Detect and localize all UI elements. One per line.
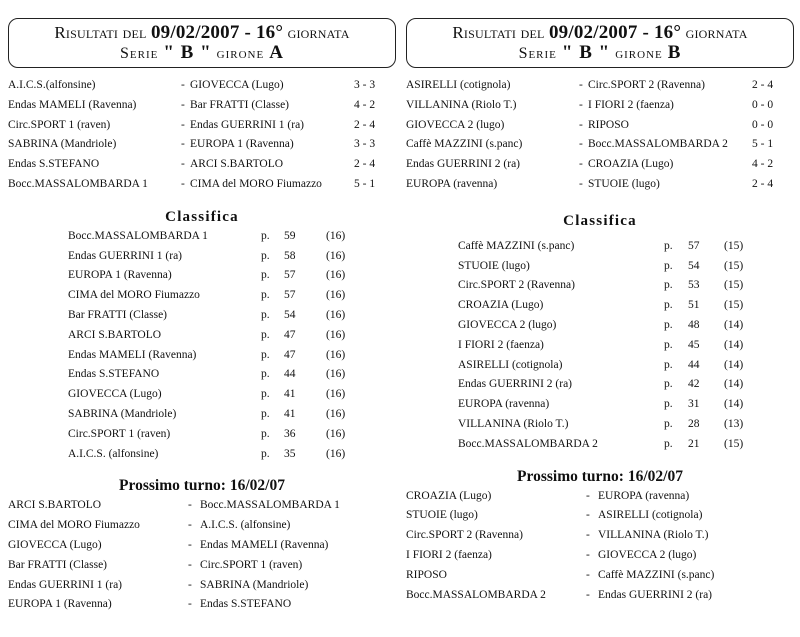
standing-row <box>8 248 396 268</box>
standing-row <box>406 317 794 337</box>
away-team: ARCI S.BARTOLO <box>190 158 284 171</box>
header-girone-label: girone <box>615 44 663 62</box>
standing-row <box>8 446 396 466</box>
fixture-row <box>406 527 794 547</box>
separator: - <box>181 79 185 91</box>
points-value: 28 <box>688 417 700 430</box>
games-played: (16) <box>326 388 346 401</box>
points-value: 48 <box>688 318 700 331</box>
team-name: Bocc.MASSALOMBARDA 1 <box>68 229 208 242</box>
games-played: (15) <box>724 299 744 312</box>
separator: - <box>586 489 590 502</box>
home-team: EUROPA (ravenna) <box>406 177 498 190</box>
team-name: Bocc.MASSALOMBARDA 2 <box>458 437 598 450</box>
team-name: GIOVECCA (Lugo) <box>68 388 162 401</box>
points-label: p. <box>664 437 673 450</box>
separator: - <box>181 158 185 171</box>
team-name: A.I.C.S. (alfonsine) <box>68 447 159 460</box>
standing-row <box>406 337 794 357</box>
points-value: 51 <box>688 299 700 312</box>
games-played: (15) <box>724 279 744 292</box>
separator: - <box>188 598 192 611</box>
points-label: p. <box>664 318 673 331</box>
separator: - <box>181 98 185 111</box>
home-team: SABRINA (Mandriole) <box>8 138 117 151</box>
away-team: Endas GUERRINI 1 (ra) <box>190 118 305 131</box>
games-played: (16) <box>326 249 346 262</box>
games-played: (16) <box>326 348 346 361</box>
points-label: p. <box>261 368 270 381</box>
points-value: 21 <box>688 437 700 450</box>
standing-row <box>406 258 794 278</box>
home-team: VILLANINA (Riolo T.) <box>406 98 517 111</box>
fixture-row <box>8 557 396 577</box>
team-name: Endas GUERRINI 2 (ra) <box>458 378 573 391</box>
standing-row <box>406 238 794 258</box>
standing-row <box>8 426 396 446</box>
score: 2 - 4 <box>354 158 376 171</box>
fixture-row <box>406 547 794 567</box>
home-team: CIMA del MORO Fiumazzo <box>8 519 140 532</box>
team-name: Circ.SPORT 1 (raven) <box>68 427 171 440</box>
away-team: ASIRELLI (cotignola) <box>598 509 703 522</box>
separator: - <box>181 118 185 131</box>
header-serie-letter: " B " <box>163 41 212 63</box>
points-label: p. <box>664 259 673 272</box>
separator: - <box>188 578 192 591</box>
away-team: STUOIE (lugo) <box>588 177 660 190</box>
fixture-row <box>8 577 396 597</box>
separator: - <box>181 138 185 151</box>
fixture-row <box>8 596 396 616</box>
team-name: Endas S.STEFANO <box>68 368 160 381</box>
away-team: Caffè MAZZINI (s.panc) <box>598 568 715 581</box>
points-value: 44 <box>688 358 700 371</box>
home-team: Bar FRATTI (Classe) <box>8 558 108 571</box>
standing-row <box>406 436 794 456</box>
fixture-row <box>8 537 396 557</box>
points-label: p. <box>664 358 673 371</box>
fixture-row <box>406 507 794 527</box>
games-played: (14) <box>724 338 744 351</box>
standing-row <box>8 228 396 248</box>
points-value: 59 <box>284 229 296 242</box>
separator: - <box>586 509 590 522</box>
games-played: (16) <box>326 328 346 341</box>
girone-a-column <box>8 0 396 616</box>
away-team: Bocc.MASSALOMBARDA 1 <box>200 499 340 512</box>
separator: - <box>586 548 590 561</box>
score: 4 - 2 <box>354 98 376 111</box>
games-played: (16) <box>326 447 346 460</box>
classifica-title: Classifica <box>563 212 637 229</box>
standings-table <box>406 238 794 456</box>
result-row <box>406 156 794 176</box>
team-name: STUOIE (lugo) <box>458 259 530 272</box>
points-label: p. <box>261 289 270 302</box>
home-team: GIOVECCA (Lugo) <box>8 538 102 551</box>
separator: - <box>188 499 192 512</box>
team-name: Circ.SPORT 2 (Ravenna) <box>458 279 575 292</box>
games-played: (16) <box>326 368 346 381</box>
standing-row <box>406 396 794 416</box>
result-row <box>406 136 794 156</box>
header-title <box>407 19 793 43</box>
games-played: (16) <box>326 407 346 420</box>
separator: - <box>579 118 583 131</box>
score: 4 - 2 <box>752 158 774 171</box>
games-played: (14) <box>724 378 744 391</box>
results-list <box>8 77 396 196</box>
games-played: (15) <box>724 259 744 272</box>
team-name: CIMA del MORO Fiumazzo <box>68 289 200 302</box>
points-label: p. <box>261 308 270 321</box>
team-name: Caffè MAZZINI (s.panc) <box>458 239 575 252</box>
games-played: (16) <box>326 427 346 440</box>
points-value: 58 <box>284 249 296 262</box>
separator: - <box>579 138 583 151</box>
away-team: A.I.C.S. (alfonsine) <box>200 519 291 532</box>
team-name: Endas GUERRINI 1 (ra) <box>68 249 183 262</box>
result-row <box>8 176 396 196</box>
standing-row <box>8 267 396 287</box>
home-team: Endas S.STEFANO <box>8 158 100 171</box>
away-team: Endas S.STEFANO <box>200 598 292 611</box>
points-label: p. <box>261 229 270 242</box>
away-team: RIPOSO <box>588 118 629 131</box>
standing-row <box>8 386 396 406</box>
away-team: I FIORI 2 (faenza) <box>588 98 674 111</box>
points-label: p. <box>261 447 270 460</box>
score: 3 - 3 <box>354 79 376 91</box>
separator: - <box>579 177 583 190</box>
team-name: ARCI S.BARTOLO <box>68 328 162 341</box>
fixture-row <box>406 488 794 508</box>
points-value: 47 <box>284 328 296 341</box>
result-row <box>406 176 794 196</box>
header-date: 09/02/2007 - 16° <box>548 22 682 43</box>
home-team: A.I.C.S.(alfonsine) <box>8 79 96 91</box>
points-value: 47 <box>284 348 296 361</box>
away-team: EUROPA 1 (Ravenna) <box>190 138 294 151</box>
games-played: (16) <box>326 269 346 282</box>
points-value: 42 <box>688 378 700 391</box>
header-serie-letter: " B " <box>561 41 611 63</box>
home-team: ARCI S.BARTOLO <box>8 499 102 512</box>
away-team: SABRINA (Mandriole) <box>200 578 309 591</box>
points-label: p. <box>664 417 673 430</box>
points-label: p. <box>664 398 673 411</box>
home-team: GIOVECCA 2 (lugo) <box>406 118 505 131</box>
header-title <box>9 19 395 43</box>
home-team: Circ.SPORT 1 (raven) <box>8 118 111 131</box>
separator: - <box>188 538 192 551</box>
away-team: Endas MAMELI (Ravenna) <box>200 538 329 551</box>
header-box-girone-a <box>8 18 396 68</box>
standing-row <box>8 287 396 307</box>
team-name: EUROPA 1 (Ravenna) <box>68 269 172 282</box>
points-label: p. <box>261 427 270 440</box>
standing-row <box>406 376 794 396</box>
result-row <box>8 77 396 97</box>
home-team: I FIORI 2 (faenza) <box>406 548 492 561</box>
header-subtitle <box>9 43 395 63</box>
points-label: p. <box>664 338 673 351</box>
header-date: 09/02/2007 - 16° <box>150 22 284 43</box>
points-value: 44 <box>284 368 296 381</box>
prossimo-turno-title: Prossimo turno: 16/02/07 <box>119 477 285 495</box>
away-team: Circ.SPORT 1 (raven) <box>200 558 303 571</box>
standings-table <box>8 228 396 466</box>
points-label: p. <box>261 348 270 361</box>
header-serie: Serie <box>120 44 159 62</box>
separator: - <box>586 568 590 581</box>
result-row <box>406 117 794 137</box>
standing-row <box>8 307 396 327</box>
header-giornata: giornata <box>287 23 350 42</box>
score: 5 - 1 <box>752 138 774 151</box>
standing-row <box>8 406 396 426</box>
header-title-prefix: Risultati del <box>452 23 545 42</box>
result-row <box>8 156 396 176</box>
standing-row <box>406 277 794 297</box>
games-played: (13) <box>724 417 744 430</box>
classifica-title: Classifica <box>165 208 239 225</box>
fixture-row <box>406 567 794 587</box>
result-row <box>8 117 396 137</box>
separator: - <box>579 79 583 91</box>
points-value: 36 <box>284 427 296 440</box>
header-subtitle <box>407 43 793 63</box>
points-label: p. <box>664 299 673 312</box>
standing-row <box>406 416 794 436</box>
points-value: 41 <box>284 388 296 401</box>
header-title-prefix: Risultati del <box>54 23 147 42</box>
games-played: (15) <box>724 239 744 252</box>
separator: - <box>579 158 583 171</box>
results-list <box>406 77 794 196</box>
fixture-row <box>406 587 794 607</box>
home-team: Circ.SPORT 2 (Ravenna) <box>406 529 523 542</box>
header-serie: Serie <box>518 44 557 62</box>
separator: - <box>181 177 185 190</box>
separator: - <box>188 519 192 532</box>
result-row <box>8 136 396 156</box>
points-value: 54 <box>688 259 700 272</box>
away-team: Endas GUERRINI 2 (ra) <box>598 588 713 601</box>
next-fixtures-list <box>8 497 396 616</box>
points-value: 31 <box>688 398 700 411</box>
separator: - <box>188 558 192 571</box>
header-giornata: giornata <box>685 23 748 42</box>
home-team: Bocc.MASSALOMBARDA 2 <box>406 588 546 601</box>
score: 0 - 0 <box>752 98 774 111</box>
points-value: 41 <box>284 407 296 420</box>
score: 3 - 3 <box>354 138 376 151</box>
team-name: SABRINA (Mandriole) <box>68 407 177 420</box>
separator: - <box>579 98 583 111</box>
away-team: Circ.SPORT 2 (Ravenna) <box>588 79 705 91</box>
header-girone-letter: B <box>667 41 682 63</box>
points-label: p. <box>261 407 270 420</box>
prossimo-turno-title: Prossimo turno: 16/02/07 <box>517 467 683 485</box>
games-played: (15) <box>724 437 744 450</box>
games-played: (16) <box>326 289 346 302</box>
away-team: GIOVECCA (Lugo) <box>190 79 284 91</box>
team-name: GIOVECCA 2 (lugo) <box>458 318 557 331</box>
team-name: ASIRELLI (cotignola) <box>458 358 563 371</box>
away-team: CIMA del MORO Fiumazzo <box>190 177 322 190</box>
standing-row <box>8 366 396 386</box>
points-label: p. <box>261 249 270 262</box>
separator: - <box>586 588 590 601</box>
header-girone-label: girone <box>216 44 265 62</box>
away-team: Bar FRATTI (Classe) <box>190 98 290 111</box>
home-team: Endas MAMELI (Ravenna) <box>8 98 137 111</box>
away-team: CROAZIA (Lugo) <box>588 158 674 171</box>
score: 2 - 4 <box>752 177 774 190</box>
points-value: 54 <box>284 308 296 321</box>
team-name: EUROPA (ravenna) <box>458 398 550 411</box>
points-value: 35 <box>284 447 296 460</box>
points-value: 53 <box>688 279 700 292</box>
points-label: p. <box>664 279 673 292</box>
points-value: 57 <box>284 289 296 302</box>
header-girone-letter: A <box>269 41 284 63</box>
games-played: (16) <box>326 229 346 242</box>
games-played: (16) <box>326 308 346 321</box>
away-team: VILLANINA (Riolo T.) <box>598 529 709 542</box>
team-name: CROAZIA (Lugo) <box>458 299 544 312</box>
team-name: Bar FRATTI (Classe) <box>68 308 168 321</box>
team-name: Endas MAMELI (Ravenna) <box>68 348 197 361</box>
home-team: Endas GUERRINI 1 (ra) <box>8 578 123 591</box>
separator: - <box>586 529 590 542</box>
standing-row <box>406 357 794 377</box>
standing-row <box>406 297 794 317</box>
points-value: 57 <box>284 269 296 282</box>
home-team: Endas GUERRINI 2 (ra) <box>406 158 521 171</box>
away-team: Bocc.MASSALOMBARDA 2 <box>588 138 728 151</box>
away-team: EUROPA (ravenna) <box>598 489 690 502</box>
games-played: (14) <box>724 318 744 331</box>
points-label: p. <box>261 269 270 282</box>
home-team: Bocc.MASSALOMBARDA 1 <box>8 177 148 190</box>
points-label: p. <box>261 388 270 401</box>
home-team: CROAZIA (Lugo) <box>406 489 492 502</box>
fixture-row <box>8 497 396 517</box>
home-team: ASIRELLI (cotignola) <box>406 79 511 91</box>
result-row <box>8 97 396 117</box>
points-label: p. <box>664 378 673 391</box>
next-fixtures-list <box>406 488 794 607</box>
fixture-row <box>8 517 396 537</box>
points-label: p. <box>261 328 270 341</box>
away-team: GIOVECCA 2 (lugo) <box>598 548 697 561</box>
score: 0 - 0 <box>752 118 774 131</box>
score: 2 - 4 <box>752 79 774 91</box>
header-box-girone-b <box>406 18 794 68</box>
standing-row <box>8 327 396 347</box>
points-label: p. <box>664 239 673 252</box>
home-team: Caffè MAZZINI (s.panc) <box>406 138 523 151</box>
home-team: STUOIE (lugo) <box>406 509 478 522</box>
home-team: EUROPA 1 (Ravenna) <box>8 598 112 611</box>
games-played: (14) <box>724 398 744 411</box>
score: 5 - 1 <box>354 177 376 190</box>
score: 2 - 4 <box>354 118 376 131</box>
result-row <box>406 77 794 97</box>
points-value: 45 <box>688 338 700 351</box>
standing-row <box>8 347 396 367</box>
girone-b-column <box>406 0 794 606</box>
team-name: VILLANINA (Riolo T.) <box>458 417 569 430</box>
team-name: I FIORI 2 (faenza) <box>458 338 544 351</box>
home-team: RIPOSO <box>406 568 447 581</box>
points-value: 57 <box>688 239 700 252</box>
games-played: (14) <box>724 358 744 371</box>
result-row <box>406 97 794 117</box>
